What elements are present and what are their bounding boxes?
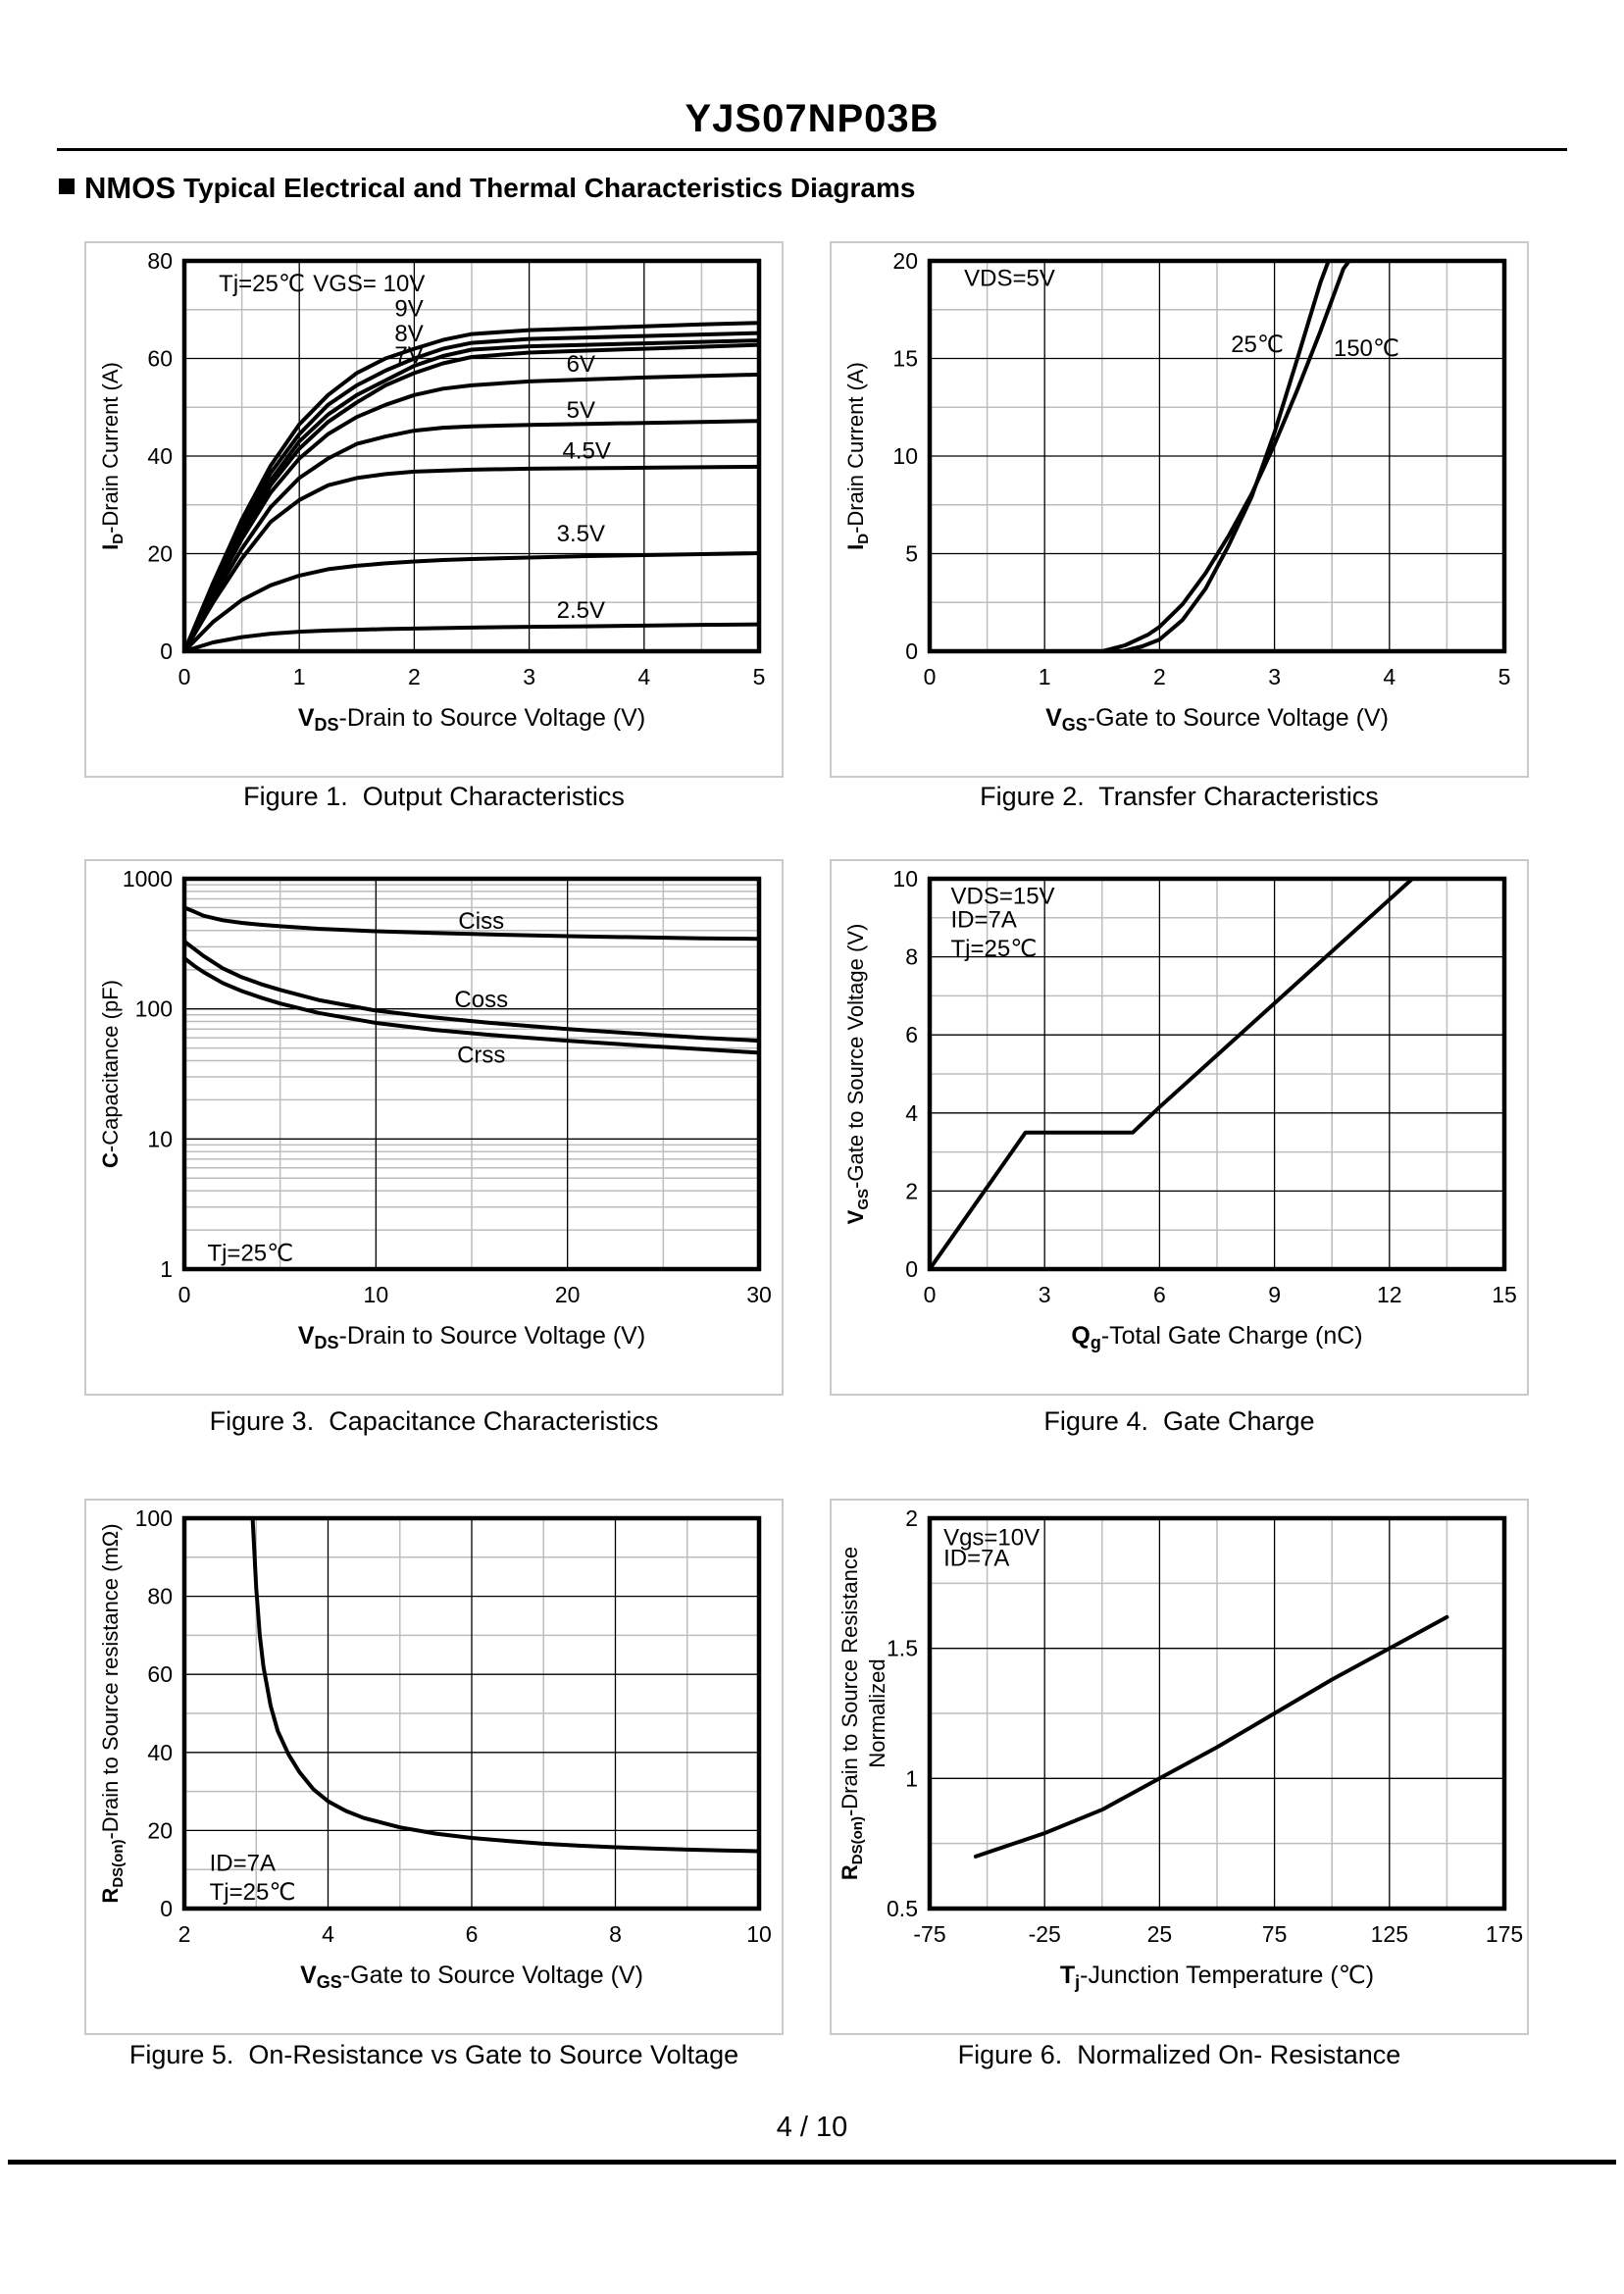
svg-text:Vgs=10V: Vgs=10V bbox=[943, 1524, 1040, 1552]
figure2-caption: Figure 2. Transfer Characteristics bbox=[980, 782, 1379, 811]
svg-text:40: 40 bbox=[147, 1739, 173, 1765]
svg-text:60: 60 bbox=[147, 1661, 173, 1688]
svg-text:0: 0 bbox=[923, 664, 937, 689]
svg-text:60: 60 bbox=[147, 345, 173, 372]
svg-text:9V: 9V bbox=[394, 295, 424, 323]
svg-text:0: 0 bbox=[178, 664, 191, 689]
svg-text:2: 2 bbox=[408, 664, 421, 689]
svg-text:8: 8 bbox=[609, 1921, 622, 1947]
svg-text:7V: 7V bbox=[394, 342, 424, 370]
svg-text:4: 4 bbox=[905, 1099, 918, 1126]
figure1-output-characteristics-chart bbox=[84, 241, 784, 778]
svg-text:RDS(on)-Drain to Source Resis: RDS(on)-Drain to Source Resistance bbox=[837, 1546, 866, 1881]
svg-text:9: 9 bbox=[1268, 1282, 1281, 1307]
svg-text:Normalized: Normalized bbox=[865, 1658, 889, 1768]
svg-text:10: 10 bbox=[363, 1282, 389, 1307]
page-number: 4 / 10 bbox=[776, 2112, 848, 2143]
svg-text:-25: -25 bbox=[1028, 1921, 1061, 1947]
section-title-rest: Typical Electrical and Thermal Characteristics Diagrams bbox=[183, 173, 916, 203]
svg-text:3: 3 bbox=[1268, 664, 1281, 689]
chart-canvas bbox=[86, 861, 782, 1394]
svg-text:VDS-Drain to Source Voltage (V: VDS-Drain to Source Voltage (V) bbox=[297, 1322, 646, 1352]
chart-canvas bbox=[832, 243, 1527, 776]
svg-text:0: 0 bbox=[178, 1282, 191, 1307]
svg-text:2: 2 bbox=[178, 1921, 191, 1947]
svg-text:ID-Drain Current (A): ID-Drain Current (A) bbox=[843, 362, 872, 550]
svg-text:20: 20 bbox=[147, 1817, 173, 1844]
page-title: YJS07NP03B bbox=[685, 97, 939, 140]
svg-text:Coss: Coss bbox=[454, 987, 509, 1014]
svg-text:ID=7A: ID=7A bbox=[943, 1545, 1010, 1572]
figure1-caption: Figure 1. Output Characteristics bbox=[243, 782, 625, 811]
svg-text:1: 1 bbox=[905, 1765, 918, 1792]
svg-text:Ciss: Ciss bbox=[458, 908, 505, 936]
figure3-capacitance-characteristics-chart bbox=[84, 859, 784, 1396]
footer-rule bbox=[8, 2160, 1616, 2165]
figure4-caption: Figure 4. Gate Charge bbox=[1043, 1406, 1315, 1436]
svg-text:80: 80 bbox=[147, 1583, 173, 1609]
svg-text:2: 2 bbox=[905, 1505, 918, 1531]
svg-text:40: 40 bbox=[147, 443, 173, 469]
svg-text:5: 5 bbox=[905, 540, 918, 567]
section-header bbox=[59, 171, 915, 206]
figure5-caption: Figure 5. On-Resistance vs Gate to Source Voltage bbox=[128, 2040, 739, 2069]
svg-text:10: 10 bbox=[746, 1921, 772, 1947]
svg-text:Tj=25℃: Tj=25℃ bbox=[950, 936, 1038, 963]
svg-text:ID=7A: ID=7A bbox=[209, 1850, 277, 1877]
svg-text:ID=7A: ID=7A bbox=[950, 906, 1017, 934]
svg-text:Tj=25℃: Tj=25℃ bbox=[219, 270, 305, 297]
svg-text:6V: 6V bbox=[566, 350, 596, 378]
chart-canvas bbox=[86, 1501, 782, 2033]
svg-text:2: 2 bbox=[1153, 664, 1166, 689]
svg-text:10: 10 bbox=[892, 443, 918, 469]
svg-text:Tj=25℃: Tj=25℃ bbox=[207, 1240, 294, 1267]
svg-text:8V: 8V bbox=[394, 321, 424, 348]
svg-text:4: 4 bbox=[1383, 664, 1396, 689]
svg-text:100: 100 bbox=[134, 995, 173, 1022]
svg-text:20: 20 bbox=[147, 540, 173, 567]
figure2-transfer-characteristics-chart bbox=[830, 241, 1529, 778]
svg-text:4: 4 bbox=[637, 664, 651, 689]
svg-text:Crss: Crss bbox=[457, 1042, 506, 1069]
section-bullet-icon bbox=[59, 178, 75, 194]
svg-text:0: 0 bbox=[905, 638, 918, 664]
svg-text:4.5V: 4.5V bbox=[562, 437, 611, 465]
svg-text:30: 30 bbox=[746, 1282, 772, 1307]
figure6-normalized-on-resistance-chart bbox=[830, 1499, 1529, 2035]
svg-text:2.5V: 2.5V bbox=[556, 597, 606, 625]
svg-text:6: 6 bbox=[465, 1921, 479, 1947]
svg-text:0: 0 bbox=[160, 1896, 173, 1921]
svg-text:Tj=25℃: Tj=25℃ bbox=[209, 1878, 296, 1906]
svg-text:3: 3 bbox=[523, 664, 535, 689]
svg-text:VDS=5V: VDS=5V bbox=[964, 265, 1055, 292]
svg-text:VGS= 10V: VGS= 10V bbox=[313, 270, 426, 297]
svg-text:0.5: 0.5 bbox=[887, 1896, 918, 1921]
svg-text:-75: -75 bbox=[913, 1921, 946, 1947]
svg-text:1.5: 1.5 bbox=[887, 1635, 918, 1661]
svg-text:2: 2 bbox=[905, 1178, 918, 1204]
svg-text:1: 1 bbox=[160, 1256, 173, 1282]
svg-text:VGS-Gate to Source Voltage (V): VGS-Gate to Source Voltage (V) bbox=[843, 923, 872, 1225]
svg-text:15: 15 bbox=[1492, 1282, 1517, 1307]
svg-text:100: 100 bbox=[134, 1505, 173, 1531]
header-rule bbox=[57, 148, 1567, 151]
svg-text:25: 25 bbox=[1146, 1921, 1173, 1947]
svg-text:80: 80 bbox=[147, 248, 173, 274]
svg-text:VGS-Gate to Source Voltage (V): VGS-Gate to Source Voltage (V) bbox=[1045, 704, 1389, 735]
svg-text:VDS-Drain to Source Voltage (V: VDS-Drain to Source Voltage (V) bbox=[297, 704, 646, 735]
figure5-on-resistance-chart bbox=[84, 1499, 784, 2035]
chart-canvas bbox=[832, 1501, 1527, 2033]
svg-text:0: 0 bbox=[160, 638, 173, 664]
svg-text:4: 4 bbox=[322, 1921, 334, 1947]
chart-canvas bbox=[86, 243, 782, 776]
svg-text:5V: 5V bbox=[566, 397, 596, 425]
svg-text:125: 125 bbox=[1370, 1921, 1408, 1947]
svg-text:ID-Drain Current (A): ID-Drain Current (A) bbox=[98, 362, 127, 550]
svg-text:C-Capacitance (pF): C-Capacitance (pF) bbox=[98, 980, 123, 1168]
svg-text:3.5V: 3.5V bbox=[556, 521, 606, 548]
svg-text:1: 1 bbox=[1038, 664, 1051, 689]
svg-text:5: 5 bbox=[752, 664, 766, 689]
svg-text:0: 0 bbox=[905, 1256, 918, 1282]
svg-text:0: 0 bbox=[923, 1282, 937, 1307]
figure4-gate-charge-chart bbox=[830, 859, 1529, 1396]
svg-text:3: 3 bbox=[1038, 1282, 1051, 1307]
svg-text:175: 175 bbox=[1485, 1921, 1524, 1947]
section-title-strong: NMOS bbox=[84, 171, 176, 205]
svg-text:6: 6 bbox=[1153, 1282, 1166, 1307]
svg-text:8: 8 bbox=[905, 943, 918, 970]
chart-canvas bbox=[832, 861, 1527, 1394]
svg-text:150℃: 150℃ bbox=[1333, 335, 1399, 363]
svg-text:VDS=15V: VDS=15V bbox=[950, 883, 1055, 910]
svg-text:1: 1 bbox=[292, 664, 306, 689]
svg-text:Qg-Total Gate Charge (nC): Qg-Total Gate Charge (nC) bbox=[1071, 1322, 1363, 1352]
svg-text:12: 12 bbox=[1377, 1282, 1402, 1307]
svg-text:5: 5 bbox=[1497, 664, 1511, 689]
svg-text:6: 6 bbox=[905, 1022, 918, 1048]
svg-text:75: 75 bbox=[1261, 1921, 1288, 1947]
figure6-caption: Figure 6. Normalized On- Resistance bbox=[957, 2040, 1401, 2069]
svg-text:VGS-Gate to Source Voltage (V): VGS-Gate to Source Voltage (V) bbox=[300, 1962, 643, 1992]
svg-text:10: 10 bbox=[892, 866, 918, 892]
svg-text:20: 20 bbox=[554, 1282, 581, 1307]
svg-text:RDS(on)-Drain to Source resist: RDS(on)-Drain to Source resistance (mΩ) bbox=[98, 1523, 127, 1904]
svg-text:1000: 1000 bbox=[122, 866, 173, 892]
svg-text:25℃: 25℃ bbox=[1231, 331, 1284, 359]
svg-text:20: 20 bbox=[892, 248, 918, 274]
svg-text:Tj-Junction Temperature (℃): Tj-Junction Temperature (℃) bbox=[1059, 1962, 1375, 1992]
figure3-caption: Figure 3. Capacitance Characteristics bbox=[209, 1406, 659, 1436]
svg-text:10: 10 bbox=[147, 1126, 173, 1152]
svg-text:15: 15 bbox=[892, 345, 918, 372]
